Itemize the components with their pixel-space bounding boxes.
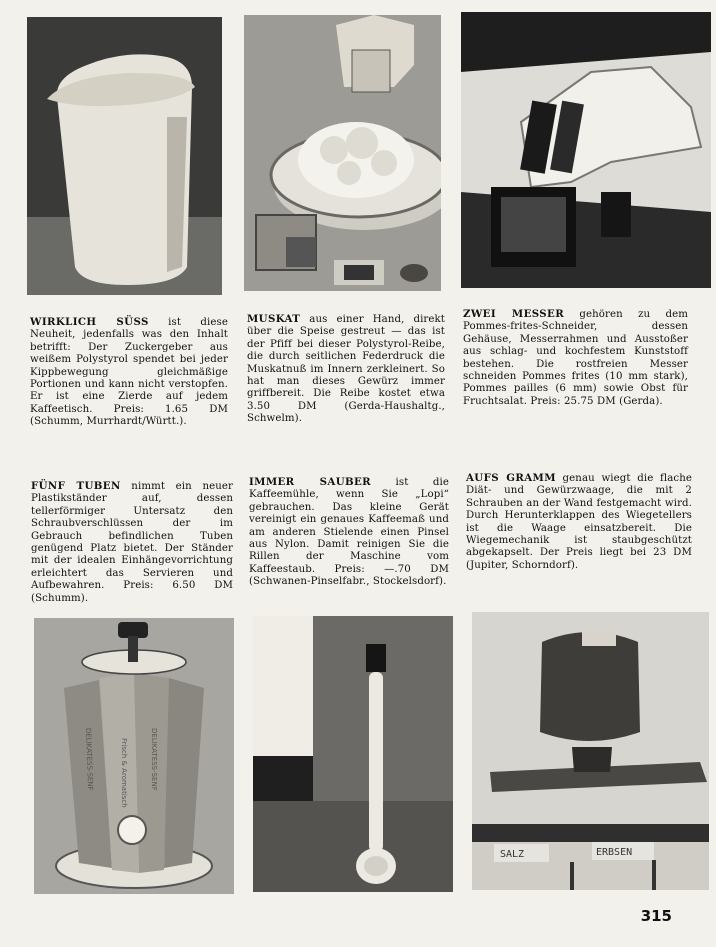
caption-zwei-messer: [463, 308, 688, 408]
photo-fry-cutter: [461, 12, 711, 288]
heading-immer-sauber: IMMER SAUBER: [249, 476, 372, 488]
photo-nutmeg-grater: [244, 15, 441, 291]
heading-fuenf-tuben: FÜNF TUBEN: [31, 480, 121, 492]
caption-aufs-gramm: [466, 472, 692, 572]
heading-muskat: MUSKAT: [247, 313, 301, 325]
caption-immer-sauber: [249, 476, 449, 589]
caption-wirklich-suess: [30, 316, 228, 429]
text-fuenf-tuben: nimmt ein neuer Plastikständer auf, dessen tellerförmiger Untersatz den Schraubverschlüssen der im Gebrauch befindlichen Tuben genügend Platz bietet. Der Ständer mit der idealen Einhängevorrichtung erleichtert das Servieren und Aufbewahren. Preis: 6.50 DM (Schumm).: [31, 481, 233, 604]
heading-wirklich-suess: WIRKLICH SÜSS: [30, 316, 149, 328]
heading-aufs-gramm: AUFS GRAMM: [466, 472, 556, 484]
photo-coffee-brush: [253, 616, 453, 892]
caption-muskat: [247, 313, 445, 426]
text-immer-sauber: ist die Kaffeemühle, wenn Sie „Lopi“ gebrauchen. Das kleine Gerät vereinigt ein genaues Kaffeemaß und am anderen Stielende einen Pinsel aus Nylon. Damit reinigen Sie die Rillen der Maschine vom Kaffeestaub. Preis: —.70 DM (Schwanen-Pinselfabr., Stockelsdorf).: [249, 477, 449, 588]
tube-label-left: DELIKATESS-SENF: [84, 727, 95, 791]
text-wirklich-suess: ist diese Neuheit, jedenfalls was den Inhalt betrifft: Der Zuckergeber aus weißem Polystyrol spendet bei jeder Kippbewegung gleichmäßige Portionen und kann nicht verstopfen. Er ist eine Zierde auf jedem Kaffeetisch. Preis: 1.65 DM (Schumm, Murrhardt/Württ.).: [30, 317, 228, 428]
page-number: 315: [640, 907, 672, 925]
sign-erbsen: ERBSEN: [596, 847, 633, 858]
photo-scale: [472, 612, 709, 890]
text-zwei-messer: gehören zu dem Pommes-frites-Schneider, dessen Gehäuse, Messerrahmen und Ausstoßer aus schlag- und kochfestem Kunststoff bestehen. Die rostfreien Messer schneiden Pommes frites (10 mm stark), Pommes pailles (6 mm) sowie Obst für Fruchtsalat. Preis: 25.75 DM (Gerda).: [463, 309, 688, 407]
sign-salz: SALZ: [500, 849, 525, 860]
tube-label-right: DELIKATESS-SENF: [150, 728, 158, 791]
photo-tube-stand: [34, 618, 234, 894]
photo-sugar-dispenser: [27, 17, 222, 295]
heading-zwei-messer: ZWEI MESSER: [463, 308, 565, 320]
caption-fuenf-tuben: [31, 480, 233, 605]
text-aufs-gramm: genau wiegt die flache Diät- und Gewürzwaage, die mit 2 Schrauben an der Wand festgemacht wird. Durch Herunterklappen des Wiegetellers ist die Waage einsatzbereit. Die Wiegemechanik ist staubgeschützt abgekapselt. Der Preis liegt bei 23 DM (Jupiter, Schorndorf).: [466, 473, 692, 571]
tube-label-middle: Frisch & Aromatisch: [120, 738, 128, 808]
text-muskat: aus einer Hand, direkt über die Speise gestreut — das ist der Pfiff bei dieser Polystyrol-Reibe, die durch seitlichen Federdruck die Muskatnuß im Innern zerkleinert. So hat man dieses Gewürz immer griffbereit. Die Reibe kostet etwa 3.50 DM (Gerda-Haushaltg., Schwelm).: [247, 314, 446, 425]
